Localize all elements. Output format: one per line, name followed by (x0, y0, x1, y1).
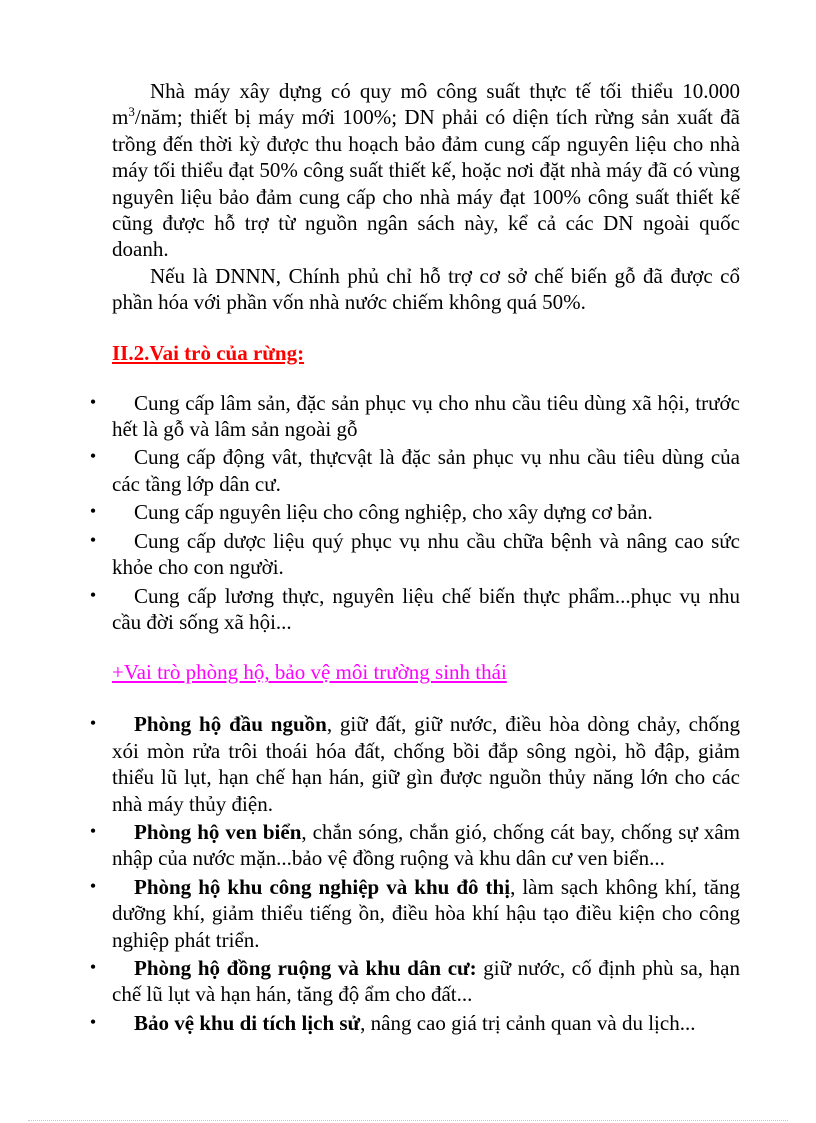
list-item-text (112, 711, 740, 817)
list-item-text (112, 819, 740, 872)
bullet-icon: • (90, 958, 96, 976)
bullet-icon: • (90, 393, 96, 411)
page-bottom-divider (28, 1120, 788, 1121)
list-item-text: Cung cấp dược liệu quý phục vụ nhu cầu chữa bệnh và nâng cao sức khỏe cho con người. (112, 528, 740, 580)
list-item-rest: giữ nước, cố định phù sa, hạn chế lũ lụt và hạn hán, tăng độ ẩm cho đất... (112, 955, 740, 1007)
list-item-bold: Phòng hộ ven biển (134, 819, 302, 844)
bullet-icon: • (90, 715, 96, 733)
bullet-icon: • (90, 503, 96, 521)
list-item (90, 528, 740, 581)
list-item (90, 444, 740, 497)
list-item-text: Cung cấp lương thực, nguyên liệu chế biến thực phẩm...phục vụ nhu cầu đời sống xã hội... (112, 583, 740, 634)
bullet-icon: • (90, 448, 96, 466)
paragraph-1-text-a: Nhà máy xây dựng có quy mô công suất thực tế tối thiểu 10.000 m (112, 79, 740, 130)
list-item-text (112, 874, 740, 953)
list-item-bold: Phòng hộ đầu nguồn (134, 712, 327, 737)
paragraph-1-text-b: /năm; thiết bị máy mới 100%; DN phải có diện tích rừng sản xuất đã trồng đến thời kỳ được thu hoạch bảo đảm cung cấp nguyên liệu cho nhà máy tối thiểu đạt 50% công suất thiết kế, hoặc nơi đặt nhà máy đã có vùng nguyên liệu bảo đảm cung cấp cho nhà máy đạt 100% công suất thiết kế cũng được hỗ trợ từ nguồn ngân sách này, kể cả các DN ngoài quốc doanh. (112, 105, 740, 262)
list-item-bold: Phòng hộ khu công nghiệp và khu đô thị (134, 874, 511, 899)
list-item-rest: , giữ đất, giữ nước, điều hòa dòng chảy, chống xói mòn rửa trôi thoái hóa đất, chống bồi đắp sông ngòi, hồ đập, giảm thiểu lũ lụt, hạn chế hạn hán, giữ gìn được nguồn thủy năng lớn cho các nhà máy thủy điện. (112, 712, 740, 816)
list-item (90, 499, 740, 525)
subheading-protection-role: +Vai trò phòng hộ, bảo vệ môi trường sinh thái (112, 660, 507, 685)
list-item-text: Cung cấp động vât, thựcvật là đặc sản phục vụ nhu cầu tiêu dùng của các tầng lớp dân cư. (112, 445, 740, 496)
list-item-rest: , làm sạch không khí, tăng dưỡng khí, giảm thiểu tiếng ồn, điều hòa khí hậu tạo điều kiện cho công nghiệp phát triển. (112, 874, 741, 952)
list-item (90, 1010, 740, 1036)
bullet-icon: • (90, 1013, 96, 1031)
bullet-icon: • (90, 586, 96, 604)
bullet-icon: • (90, 822, 96, 840)
bullet-icon: • (90, 531, 96, 549)
list-item (90, 874, 741, 953)
list-item-rest: , nâng cao giá trị cảnh quan và du lịch... (360, 1010, 696, 1035)
paragraph-dnnn: Nếu là DNNN, Chính phủ chỉ hỗ trợ cơ sở chế biến gỗ đã được cổ phần hóa với phần vốn nhà nước chiếm không quá 50%. (112, 263, 740, 315)
list-item-bold: Phòng hộ đồng ruộng và khu dân cư: (134, 955, 477, 980)
list-item-text (112, 1010, 740, 1036)
list-item-text: Cung cấp lâm sản, đặc sản phục vụ cho nhu cầu tiêu dùng xã hội, trước hết là gỗ và lâm sản ngoài gỗ (112, 390, 740, 442)
bullet-icon: • (90, 877, 96, 895)
list-item-text (112, 955, 740, 1008)
list-item-rest: , chắn sóng, chắn gió, chống cát bay, chống sự xâm nhập của nước mặn...bảo vệ đồng ruộng và khu dân cư ven biển... (112, 819, 740, 871)
list-item (90, 819, 740, 872)
list-item (90, 390, 740, 443)
protection-roles-list (90, 711, 741, 1036)
page-content (90, 78, 741, 1038)
section-heading: II.2.Vai trò của rừng: (112, 340, 305, 365)
paragraph-factory-conditions (112, 78, 740, 263)
superscript-3: 3 (128, 104, 135, 120)
list-item-bold: Bảo vệ khu di tích lịch sử (134, 1010, 361, 1035)
list-item (90, 955, 740, 1008)
list-item (90, 583, 740, 636)
list-item (90, 711, 740, 817)
list-item-text: Cung cấp nguyên liệu cho công nghiệp, cho xây dựng cơ bản. (134, 500, 653, 525)
forest-products-list (90, 390, 740, 636)
